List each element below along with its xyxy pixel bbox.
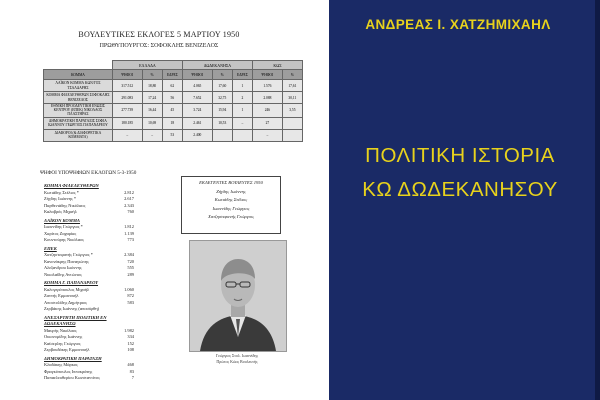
column-header: ΕΔΡΕΣ xyxy=(232,70,252,80)
table-cell: – xyxy=(253,129,283,141)
table-cell: 4.065 xyxy=(182,80,212,92)
candidate-votes: 760 xyxy=(127,209,134,214)
party-cell: ΕΘΝΙΚΗ ΠΡΟΟΔΕΥΤΙΚΗ ΕΝΩΣΙΣ ΚΕΝΤΡΟΥ (ΕΠΕΚ) ΝΙΚΟΛΑΟΣ ΠΛΑΣΤΗΡΑΣ xyxy=(44,104,113,118)
candidate-votes: 720 xyxy=(127,258,134,264)
column-header: ΕΔΡΕΣ xyxy=(162,70,182,80)
table-cell: 277.739 xyxy=(112,104,142,118)
column-header: ΨΗΦΟΙ xyxy=(182,70,212,80)
candidate-name: Κλαδάκης Μάρκος xyxy=(44,362,78,367)
table-cell: 10,69 xyxy=(142,117,162,129)
table-cell: 2.400 xyxy=(182,129,212,141)
table-cell: 3.724 xyxy=(182,104,212,118)
table-cell: 16,44 xyxy=(142,104,162,118)
party-cell: ΔΙΑΦΟΡΟΙ (& ΔΙΑΦΟΡΕΤΙΚΑ ΚΟΜΜΑΤΑ) xyxy=(44,129,113,141)
column-header: ΚΟΜΜΑ xyxy=(44,70,113,80)
candidate-row xyxy=(44,272,134,279)
table-cell: 3,55 xyxy=(282,104,302,118)
column-header: ΨΗΦΟΙ xyxy=(253,70,283,80)
candidate-name: Μαυρής Νικόλαος xyxy=(44,327,77,333)
candidate-group xyxy=(44,218,134,244)
candidate-votes: 555 xyxy=(127,265,134,270)
caption-line: Γεώργιος Στυλ. Ιωαννίδης xyxy=(215,353,259,358)
table-cell: 317.512 xyxy=(112,80,142,92)
table-cell xyxy=(232,129,252,141)
elected-name: Ιωαννίδης Γεώργιος xyxy=(212,205,250,211)
candidate-row xyxy=(44,209,134,216)
candidate-votes: 1.982 xyxy=(124,327,134,333)
candidate-name: Παρθενιάδης Νικόλαος xyxy=(44,202,86,208)
table-cell: 246 xyxy=(253,104,283,118)
table-cell xyxy=(282,117,302,129)
table-cell: 18,80 xyxy=(142,80,162,92)
candidate-votes: 773 xyxy=(127,237,134,242)
table-cell: 1 xyxy=(232,104,252,118)
portrait-photo xyxy=(189,240,287,352)
table-cell: 1 xyxy=(232,80,252,92)
candidate-name: Ζαννής Εμμανουήλ xyxy=(44,293,79,298)
candidate-name: Αποστολίδης Δημήτριος xyxy=(44,299,88,305)
candidate-name: Καλογερόπουλος Μιχαήλ xyxy=(44,286,90,292)
book-cover xyxy=(329,0,600,400)
table-cell: 18 xyxy=(162,117,182,129)
candidate-group xyxy=(44,183,134,216)
table-cell: 15,94 xyxy=(212,104,232,118)
table-row xyxy=(44,80,303,92)
candidate-name: Καλαβρός Μιχαήλ xyxy=(44,209,77,214)
table-cell: 1.576 xyxy=(253,80,283,92)
candidate-votes: 108 xyxy=(127,347,134,352)
candidate-votes: 872 xyxy=(127,293,134,298)
results-table xyxy=(43,60,303,142)
column-header: ΨΗΦΟΙ xyxy=(112,70,142,80)
table-cell: 62 xyxy=(162,80,182,92)
column-header: % xyxy=(142,70,162,80)
candidate-name: Κωτιάδης Στέλιος * xyxy=(44,189,79,195)
candidate-row xyxy=(44,347,134,354)
candidate-votes-list xyxy=(44,181,134,382)
photo-caption xyxy=(180,353,294,364)
candidate-name: Ζερβουδάκης Εμμανουήλ xyxy=(44,347,90,352)
table-cell: 17,24 xyxy=(142,92,162,104)
candidate-votes: 1.060 xyxy=(124,286,134,292)
candidate-name: Χαρίτος Ζαχαρίας xyxy=(44,230,77,236)
table-cell xyxy=(212,129,232,141)
party-name: ΑΝΕΞΑΡΤΗΤΗ ΠΟΛΙΤΙΚΗ ΕΝ ΔΩΔΕΚΑΝΗΣΩ xyxy=(44,314,107,326)
table-cell: 2 xyxy=(232,92,252,104)
table-row xyxy=(44,129,303,141)
candidate-name: Παπαελευθερίου Κωνσταντίνος xyxy=(44,375,100,380)
elected-name: Κωτιάδης Στέλιος xyxy=(214,197,248,202)
elected-name: Ζήγδης Ιωάννης xyxy=(216,188,246,194)
party-cell: ΛΑΪΚΟΝ ΚΟΜΜΑ ΚΩΝ/ΓΟΣ ΤΣΑΛΔΑΡΗΣ xyxy=(44,80,113,92)
table-row xyxy=(44,117,303,129)
table-cell: 45 xyxy=(162,104,182,118)
page-subtitle: ΠΡΩΘΥΠΟΥΡΓΟΣ: ΣΟΦΟΚΛΗΣ ΒΕΝΙΖΕΛΟΣ xyxy=(99,43,219,49)
table-cell: 10,53 xyxy=(212,117,232,129)
candidate-group xyxy=(44,280,134,313)
book-spine-edge xyxy=(595,0,600,400)
candidate-votes: 152 xyxy=(127,340,134,346)
candidate-group xyxy=(44,356,134,382)
table-cell: – xyxy=(112,129,142,141)
table-row xyxy=(44,92,303,104)
table-cell: 180.185 xyxy=(112,117,142,129)
candidate-row xyxy=(44,306,134,313)
elected-name: Χατζηστεφανής Γεώργιος xyxy=(207,214,254,219)
candidate-votes: 2.617 xyxy=(124,196,134,201)
table-cell: 17,61 xyxy=(282,80,302,92)
candidate-name: Νικολαΐδης Αντώνιος xyxy=(44,271,82,277)
table-cell: – xyxy=(142,129,162,141)
candidate-name: Αλεξανδρου Ιωάννης xyxy=(44,265,82,270)
party-name: ΚΟΜΜΑ ΦΙΛΕΛΕΥΘΕΡΩΝ xyxy=(44,183,99,188)
elected-heading: ΕΚΛΕΓΕΝΤΕΣ ΒΟΥΛΕΥΤΕΣ 1950 xyxy=(199,180,263,185)
book-author: ΑΝΔΡΕΑΣ Ι. ΧΑΤΖΗΜΙΧΑΗΛ xyxy=(365,17,551,32)
table-cell: 7.652 xyxy=(182,92,212,104)
candidate-name: Ζερβάκης Ιωάννης (αποσύρθη) xyxy=(44,306,100,311)
party-cell: ΔΗΜΟΚΡΑΤΙΚΗ ΠΑΡΑΤΑΞΙΣ ΣΟΦΙΑ ΙΩΑΝΝΟΥ ΓΕΩΡΓΙΟΣ ΠΑΠΑΝΔΡΕΟΥ xyxy=(44,117,113,129)
party-cell: ΚΟΜΜΑ ΦΙΛΕΛΕΥΘΕΡΩΝ ΣΟΦΟΚΛΗΣ ΒΕΝΙΖΕΛΟΣ xyxy=(44,92,113,104)
column-header: % xyxy=(282,70,302,80)
candidate-name: Οικονομίδης Ιωάννης xyxy=(44,334,83,339)
group-header-greece: ΕΛΛΑΔΑ xyxy=(112,61,182,70)
candidate-name: Κουντούρης Νικόλαος xyxy=(44,237,85,242)
group-header-kos: ΚΩΣ xyxy=(253,61,303,70)
party-name: ΚΟΜΜΑ Γ. ΠΑΠΑΝΔΡΕΟΥ xyxy=(44,280,99,285)
table-cell: 56 xyxy=(162,92,182,104)
table-cell: 2.088 xyxy=(253,92,283,104)
candidate-votes: 468 xyxy=(127,362,134,367)
book-title-line1: ΠΟΛΙΤΙΚΗ ΙΣΤΟΡΙΑ xyxy=(365,144,555,167)
table-cell: 17,60 xyxy=(212,80,232,92)
candidate-votes: 1.812 xyxy=(124,224,134,229)
header-blank-cell xyxy=(44,61,113,70)
candidate-votes: 2.812 xyxy=(124,189,134,195)
elected-deputies-box xyxy=(181,176,281,234)
candidate-name: Ιωαννίδης Γεώργιος * xyxy=(44,224,83,229)
candidate-group xyxy=(44,246,134,279)
candidate-row xyxy=(44,237,134,244)
party-name: ΕΠΕΚ xyxy=(44,245,57,251)
table-cell: 53 xyxy=(162,129,182,141)
caption-line: Πρώτος Κώος Βουλευτής xyxy=(216,358,258,364)
table-cell: 32,75 xyxy=(212,92,232,104)
table-cell: 27 xyxy=(253,117,283,129)
candidates-heading: ΨΗΦΟΙ ΥΠΟΨΗΦΙΩΝ ΕΚΛΟΓΩΝ 5-3-1950 xyxy=(40,170,137,176)
candidate-votes: 583 xyxy=(127,299,134,305)
candidate-votes: 289 xyxy=(127,271,134,277)
book-title-line2: ΚΩ ΔΩΔΕΚΑΝΗΣΟΥ xyxy=(362,178,558,201)
candidate-name: Καϊσερλης Γεώργιος xyxy=(44,340,81,346)
group-header-dodecanese: ΔΩΔΕΚΑΝΗΣΑ xyxy=(182,61,252,70)
portrait-image xyxy=(190,241,286,351)
candidate-group xyxy=(44,315,134,354)
candidate-votes: 83 xyxy=(129,368,134,374)
group-header-row xyxy=(44,61,303,70)
candidate-name: Κανονάκρης Παναγιώτης xyxy=(44,258,89,264)
table-cell xyxy=(282,129,302,141)
candidate-votes: 7 xyxy=(131,375,134,380)
candidate-votes: 2.384 xyxy=(124,252,134,257)
party-name: ΛΑΪΚΟΝ ΚΟΜΜΑ xyxy=(44,217,80,223)
candidate-name: Ζήγδης Ιωάννης * xyxy=(44,196,77,201)
table-cell: – xyxy=(232,117,252,129)
candidate-row xyxy=(44,375,134,382)
table-row xyxy=(44,104,303,118)
candidate-name: Φραγκόπουλος Ιπποκράτης xyxy=(44,368,93,374)
candidate-name: Χατζηστεφανής Γεώργιος * xyxy=(44,252,93,257)
candidate-votes: 2.343 xyxy=(124,202,134,208)
candidate-votes: 334 xyxy=(127,334,134,339)
candidate-votes: 1.139 xyxy=(124,230,134,236)
party-name: ΔΗΜΟΚΡΑΤΙΚΗ ΠΑΡΑΤΑΞΗ xyxy=(44,355,102,361)
table-cell: 291.083 xyxy=(112,92,142,104)
table-cell: 2.461 xyxy=(182,117,212,129)
table-cell: 30,11 xyxy=(282,92,302,104)
page-title: ΒΟΥΛΕΥΤΙΚΕΣ ΕΚΛΟΓΕΣ 5 ΜΑΡΤΙΟΥ 1950 xyxy=(78,30,240,39)
column-header: % xyxy=(212,70,232,80)
column-header-row xyxy=(44,70,303,80)
